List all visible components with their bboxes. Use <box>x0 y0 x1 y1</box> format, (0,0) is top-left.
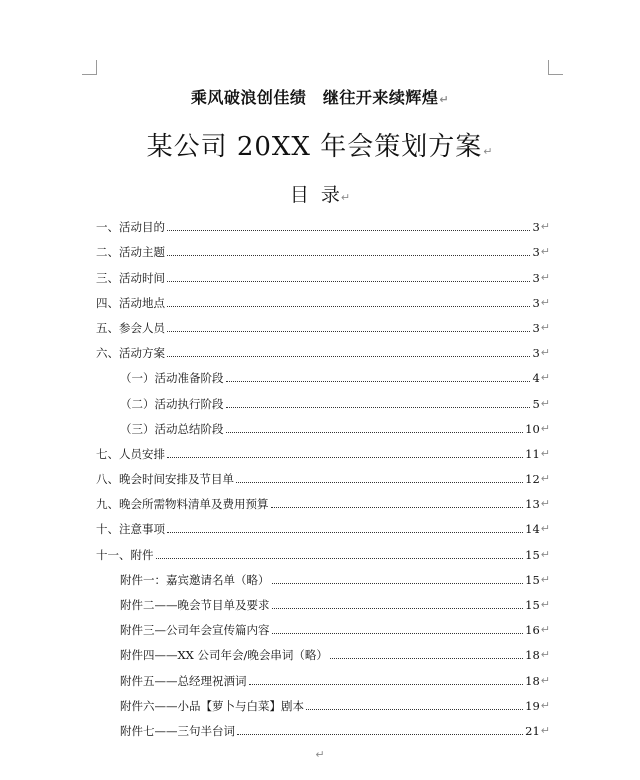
toc-leader-dots <box>167 330 530 332</box>
toc-entry[interactable] <box>96 637 550 662</box>
slogan-text: 乘风破浪创佳绩 继往开来续辉煌 <box>190 88 439 107</box>
toc-entry-label: （三）活动总结阶段 <box>120 421 224 436</box>
toc-entry[interactable] <box>96 562 550 587</box>
paragraph-mark-icon: ↵ <box>540 648 550 662</box>
toc-entry[interactable] <box>96 688 550 713</box>
toc-entry[interactable] <box>96 234 550 259</box>
paragraph-mark-icon: ↵ <box>540 723 550 737</box>
toc-leader-dots <box>156 557 524 559</box>
toc-leader-dots <box>167 280 530 282</box>
paragraph-mark-icon: ↵ <box>540 346 550 360</box>
toc-entry[interactable] <box>96 662 550 687</box>
toc-heading-right: 录 <box>320 184 340 206</box>
toc-entry-label: 二、活动主题 <box>96 245 165 260</box>
paragraph-mark-icon: ↵ <box>540 547 550 561</box>
toc-entry[interactable] <box>96 486 550 511</box>
toc-entry-label: 附件五——总经理祝酒词 <box>120 673 247 688</box>
toc-entry-label: 五、参会人员 <box>96 320 165 335</box>
toc-entry-label: 十一、附件 <box>96 547 154 562</box>
toc-entry[interactable] <box>96 511 550 536</box>
toc-entry[interactable] <box>96 713 550 738</box>
paragraph-mark-icon: ↵ <box>540 245 550 259</box>
toc-entry[interactable] <box>96 360 550 385</box>
toc-entry-label: 九、晚会所需物料清单及费用预算 <box>96 497 269 512</box>
toc-entry-page: 10 <box>525 421 540 436</box>
toc-leader-dots <box>237 733 523 735</box>
toc-leader-dots <box>167 531 523 533</box>
toc-entry-label: 附件四——XX 公司年会/晚会串词（略） <box>120 648 328 663</box>
toc-leader-dots <box>272 632 524 634</box>
toc-leader-dots <box>167 254 530 256</box>
slogan <box>0 85 640 108</box>
toc-entry[interactable] <box>96 310 550 335</box>
paragraph-mark-icon: ↵ <box>540 623 550 637</box>
toc-entry-page: 3 <box>532 295 540 310</box>
paragraph-mark-icon: ↵ <box>540 421 550 435</box>
toc-entry-label: 附件一：嘉宾邀请名单（略） <box>120 572 270 587</box>
paragraph-mark-icon: ↵ <box>315 748 325 761</box>
toc-heading <box>0 180 640 207</box>
paragraph-mark-icon: ↵ <box>540 572 550 586</box>
document-title-text: 某公司 20XX 年会策划方案 <box>146 132 483 162</box>
paragraph-mark-icon: ↵ <box>540 371 550 385</box>
toc-leader-dots <box>236 481 523 483</box>
toc-entry-label: 附件三—公司年会宣传篇内容 <box>120 623 270 638</box>
paragraph-mark-icon: ↵ <box>540 497 550 511</box>
toc-entry[interactable] <box>96 209 550 234</box>
paragraph-mark-icon: ↵ <box>540 446 550 460</box>
toc-leader-dots <box>226 431 524 433</box>
toc-entry-label: （一）活动准备阶段 <box>120 371 224 386</box>
toc-entry-page: 19 <box>525 698 540 713</box>
toc-leader-dots <box>272 607 524 609</box>
paragraph-mark-icon: ↵ <box>340 191 351 204</box>
toc-entry[interactable] <box>96 587 550 612</box>
toc-leader-dots <box>167 456 523 458</box>
table-of-contents <box>96 209 550 738</box>
paragraph-mark-icon: ↵ <box>540 698 550 712</box>
toc-leader-dots <box>272 582 524 584</box>
toc-entry-page: 15 <box>525 547 540 562</box>
toc-entry-label: （二）活动执行阶段 <box>120 396 224 411</box>
margin-corner-top-left <box>82 60 97 75</box>
toc-entry-label: 七、人员安排 <box>96 446 165 461</box>
toc-entry-page: 14 <box>525 522 540 537</box>
toc-entry[interactable] <box>96 411 550 436</box>
toc-entry-page: 4 <box>532 371 540 386</box>
toc-entry[interactable] <box>96 461 550 486</box>
toc-entry-label: 附件六——小品【萝卜与白菜】剧本 <box>120 698 304 713</box>
toc-entry-page: 13 <box>525 497 540 512</box>
toc-entry-page: 3 <box>532 320 540 335</box>
toc-entry-page: 15 <box>525 598 540 612</box>
toc-entry-page: 15 <box>525 572 540 587</box>
paragraph-mark-icon: ↵ <box>540 220 550 234</box>
toc-entry-page: 5 <box>532 396 540 411</box>
toc-entry-label: 三、活动时间 <box>96 270 165 285</box>
toc-entry[interactable] <box>96 436 550 461</box>
toc-entry-label: 附件二——晚会节目单及要求 <box>120 598 270 612</box>
paragraph-mark-icon: ↵ <box>540 522 550 536</box>
paragraph-mark-icon: ↵ <box>483 145 494 158</box>
toc-entry-page: 18 <box>525 648 540 663</box>
toc-entry[interactable] <box>96 536 550 561</box>
toc-leader-dots <box>306 708 523 710</box>
paragraph-mark-icon: ↵ <box>540 472 550 486</box>
toc-leader-dots <box>226 380 531 382</box>
toc-leader-dots <box>167 305 530 307</box>
toc-leader-dots <box>226 406 531 408</box>
toc-entry-page: 12 <box>525 472 540 487</box>
toc-leader-dots <box>167 229 530 231</box>
toc-entry[interactable] <box>96 259 550 284</box>
toc-entry-page: 16 <box>525 623 540 638</box>
toc-entry-label: 八、晚会时间安排及节目单 <box>96 472 234 487</box>
paragraph-mark-icon: ↵ <box>540 270 550 284</box>
toc-entry[interactable] <box>96 285 550 310</box>
toc-entry-label: 一、活动目的 <box>96 220 165 235</box>
toc-entry-label: 附件七——三句半台词 <box>120 723 235 738</box>
paragraph-mark-icon: ↵ <box>540 673 550 687</box>
toc-leader-dots <box>249 683 524 685</box>
toc-entry-page: 3 <box>532 245 540 260</box>
paragraph-mark-icon: ↵ <box>540 396 550 410</box>
toc-leader-dots <box>271 506 524 508</box>
toc-leader-dots <box>330 657 523 659</box>
toc-entry-page: 18 <box>525 673 540 688</box>
toc-entry[interactable] <box>96 385 550 410</box>
toc-leader-dots <box>167 355 530 357</box>
margin-corner-top-right <box>548 60 563 75</box>
toc-entry[interactable] <box>96 335 550 360</box>
toc-entry-label: 四、活动地点 <box>96 295 165 310</box>
toc-entry[interactable] <box>96 612 550 637</box>
paragraph-mark-icon: ↵ <box>540 598 550 611</box>
paragraph-mark-icon: ↵ <box>540 295 550 309</box>
toc-entry-page: 3 <box>532 270 540 285</box>
document-title <box>0 126 640 163</box>
toc-entry-page: 3 <box>532 346 540 361</box>
toc-entry-label: 十、注意事项 <box>96 522 165 537</box>
paragraph-mark-icon: ↵ <box>540 320 550 334</box>
toc-entry-label: 六、活动方案 <box>96 346 165 361</box>
toc-entry-page: 21 <box>525 723 540 738</box>
toc-entry-page: 11 <box>525 446 540 461</box>
toc-entry-page: 3 <box>532 220 540 235</box>
paragraph-mark-icon: ↵ <box>439 93 450 106</box>
toc-heading-left: 目 <box>289 184 309 206</box>
